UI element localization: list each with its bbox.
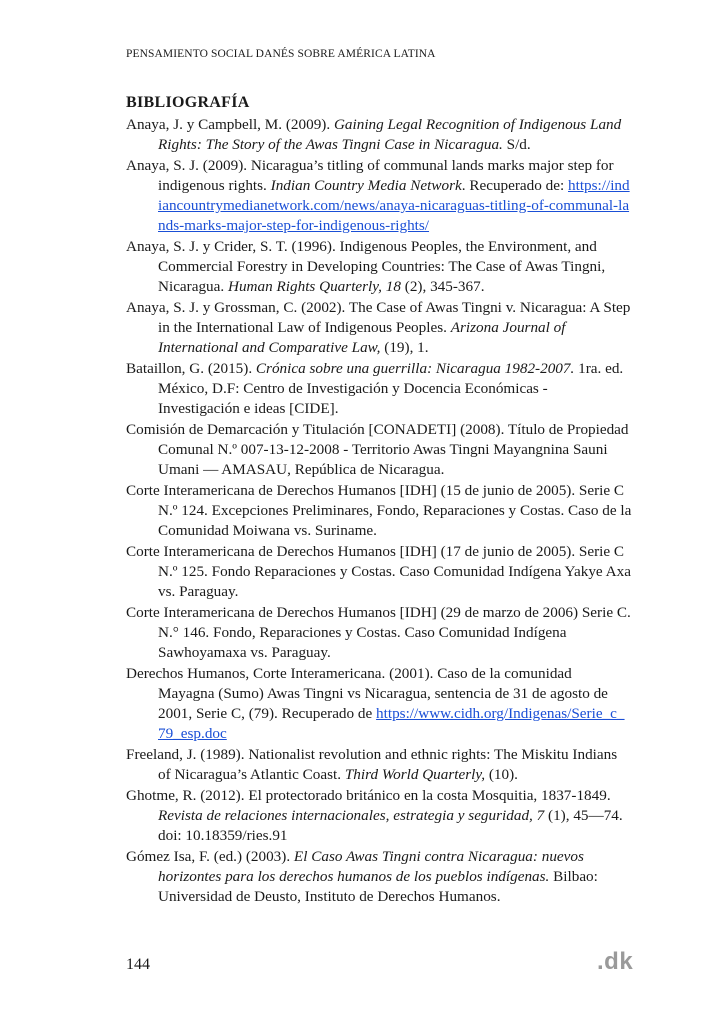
bibliography-entry: Gómez Isa, F. (ed.) (2003). El Caso Awas Tingni contra Nicaragua: nuevos horizontes para los derechos humanos de los pueblos indígenas. Bilbao: Universidad de Deusto, Instituto de Derechos Humanos. bbox=[126, 848, 598, 905]
bibliography-entry: Bataillon, G. (2015). Crónica sobre una guerrilla: Nicaragua 1982-2007. 1ra. ed. México, D.F: Centro de Investigación y Docencia Económicas - Investigación e ideas [CIDE]. bbox=[126, 360, 624, 417]
reference-link[interactable]: https://indiancountrymedianetwork.com/news/anaya-nicaraguas-titling-of-communal-lands-marks-major-step-for-indigenous-rights/ bbox=[158, 177, 630, 234]
bibliography-entry: Anaya, J. y Campbell, M. (2009). Gaining Legal Recognition of Indigenous Land Rights: The Story of the Awas Tingni Case in Nicaragua. S/d. bbox=[126, 116, 622, 153]
bibliography-entry: Comisión de Demarcación y Titulación [CONADETI] (2008). Título de Propiedad Comunal N.º 007-13-12-2008 - Territorio Awas Tingni Mayangnina Sauni Umani — AMASAU, República de Nicaragua. bbox=[126, 421, 629, 478]
bibliography-entry: Corte Interamericana de Derechos Humanos [IDH] (29 de marzo de 2006) Serie C. N.° 146. Fondo, Reparaciones y Costas. Caso Comunidad Indígena Sawhoyamaxa vs. Paraguay. bbox=[126, 604, 631, 661]
bibliography-entry: Freeland, J. (1989). Nationalist revolution and ethnic rights: The Miskitu Indians of Nicaragua’s Atlantic Coast. Third World Quarterly, (10). bbox=[126, 746, 618, 783]
page-number: 144 bbox=[126, 956, 150, 973]
bibliography-entry: Anaya, S. J. (2009). Nicaragua’s titling of communal lands marks major step for indigenous rights. Indian Country Media Network. Recuperado de: https://indiancountrymedianetwork.com/news/anaya-nicaraguas-titling-of-communal-lands-marks-major-step-for-indigenous-rights/ bbox=[126, 157, 630, 234]
running-title: PENSAMIENTO SOCIAL DANÉS SOBRE AMÉRICA LATINA bbox=[126, 48, 436, 60]
bibliography-entry: Ghotme, R. (2012). El protectorado británico en la costa Mosquitia, 1837-1849. Revista de relaciones internacionales, estrategia y seguridad, 7 (1), 45—74. doi: 10.18359/ries.91 bbox=[126, 787, 623, 844]
bibliography-entry: Derechos Humanos, Corte Interamericana. (2001). Caso de la comunidad Mayagna (Sumo) Awas Tingni vs Nicaragua, sentencia de 31 de agosto de 2001, Serie C, (79). Recuperado de https://www.cidh.org/Indigenas/Serie_c_79_esp.doc bbox=[126, 665, 625, 742]
section-title: BIBLIOGRAFÍA bbox=[126, 94, 250, 111]
bibliography-entry: Corte Interamericana de Derechos Humanos [IDH] (15 de junio de 2005). Serie C N.º 124. Excepciones Preliminares, Fondo, Reparaciones y Costas. Caso de la Comunidad Moiwana vs. Suriname. bbox=[126, 482, 632, 539]
bibliography-entry: Corte Interamericana de Derechos Humanos [IDH] (17 de junio de 2005). Serie C N.º 125. Fondo Reparaciones y Costas. Caso Comunidad Indígena Yakye Axa vs. Paraguay. bbox=[126, 543, 631, 600]
bibliography-entry: Anaya, S. J. y Crider, S. T. (1996). Indigenous Peoples, the Environment, and Commercial Forestry in Developing Countries: The Case of Awas Tingni, Nicaragua. Human Rights Quarterly, 18 (2), 345-367. bbox=[126, 238, 606, 295]
bibliography-entry: Anaya, S. J. y Grossman, C. (2002). The Case of Awas Tingni v. Nicaragua: A Step in the International Law of Indigenous Peoples. Arizona Journal of International and Comparative Law, (19), 1. bbox=[126, 299, 631, 356]
bibliography-list bbox=[126, 115, 632, 908]
dk-logo: .dk bbox=[597, 948, 634, 975]
reference-link[interactable]: https://www.cidh.org/Indigenas/Serie_c_79_esp.doc bbox=[158, 705, 625, 742]
